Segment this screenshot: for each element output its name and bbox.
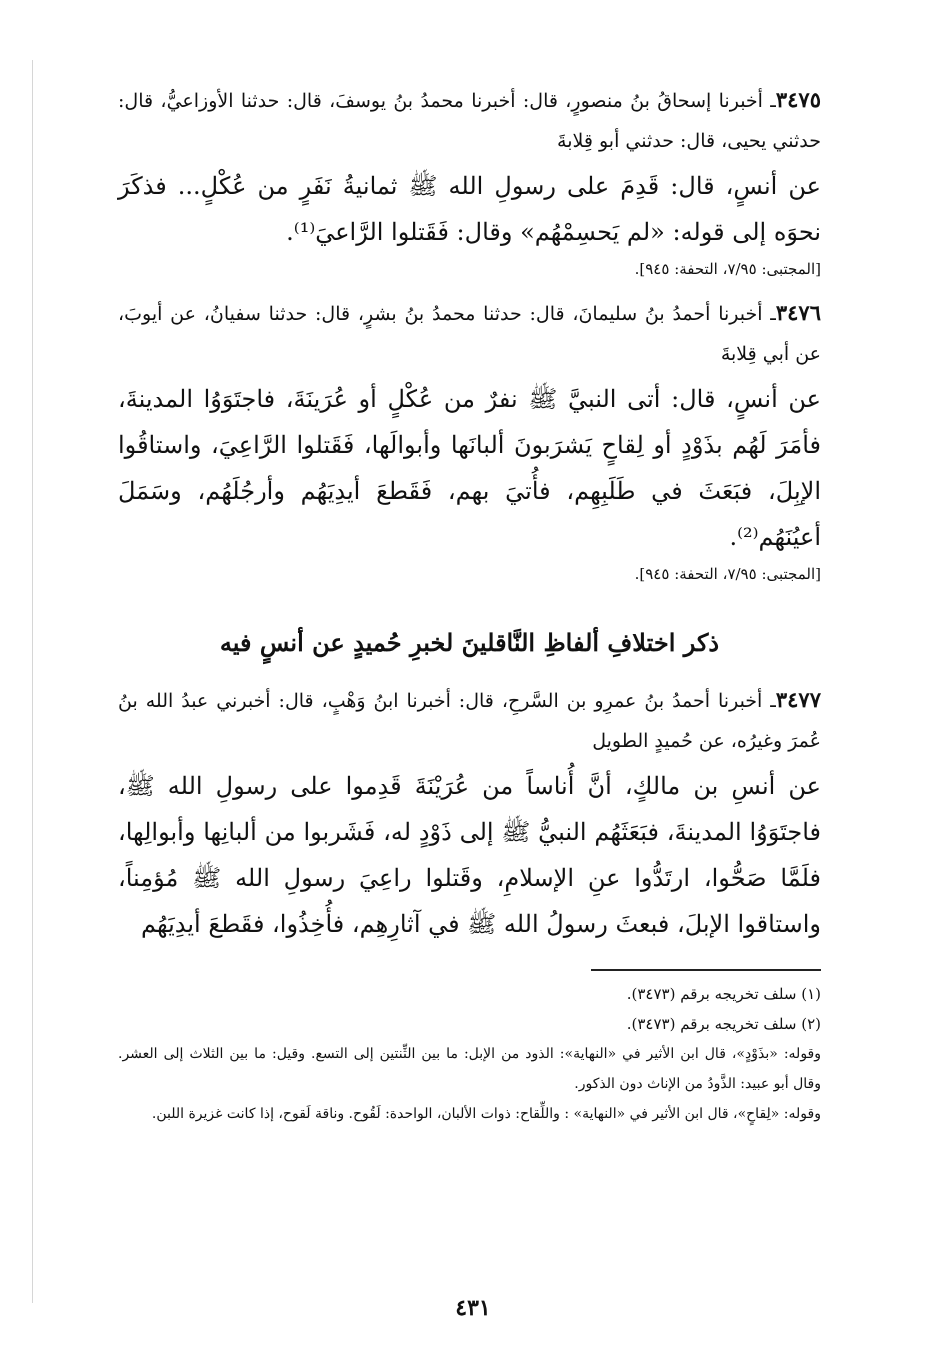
hadith-3476-isnad-para bbox=[118, 293, 821, 374]
hadith-3477-isnad-para bbox=[118, 680, 821, 761]
page-edge-line bbox=[32, 60, 33, 1303]
page-number: ٤٣١ bbox=[455, 1295, 491, 1321]
hadith-3475-number: ٣٤٧٥ bbox=[775, 87, 821, 112]
hadith-3477-number: ٣٤٧٧ bbox=[775, 687, 821, 712]
footnote-2: (٢) سلف تخريجه برقم (٣٤٧٣). bbox=[626, 1015, 821, 1033]
footnote-1: (١) سلف تخريجه برقم (٣٤٧٣). bbox=[626, 985, 821, 1003]
hadith-3475-reference: [المجتبى: ٧/٩٥، التحفة: ٩٤٥]. bbox=[634, 260, 821, 278]
hadith-3475 bbox=[118, 80, 821, 283]
section-heading: ذكر اختلافِ ألفاظِ النَّاقلينَ لخبرِ حُميدٍ عن أنسٍ فيه bbox=[219, 628, 720, 657]
hadith-3476-reference: [المجتبى: ٧/٩٥، التحفة: ٩٤٥]. bbox=[634, 565, 821, 583]
hadith-3477 bbox=[118, 680, 821, 947]
hadith-3477-isnad: ـ أخبرنا أحمدُ بنُ عمرِو بن السَّرحِ، قال: أخبرنا ابنُ وَهْبٍ، قال: أخبرني عبدُ الله بنُ عُمرَ وغيرُه، عن حُميدٍ الطويل bbox=[118, 690, 821, 752]
footnote-note-dhawd: وقوله: «بذَوْدٍ»، قال ابن الأثير في «النهاية»: الذود من الإبل: ما بين الثِّنتين إلى التسع. وقيل: ما بين الثلاث إلى العشر. وقال أبو عبيد: الذَّودُ من الإناث دون الذكور. bbox=[118, 1046, 821, 1092]
hadith-3475-isnad-para bbox=[118, 80, 821, 161]
footnote-note-liqah: وقوله: «لِقاحٍ»، قال ابن الأثير في «النهاية» : واللِّقاح: ذوات الألبان، الواحدة: لَقُوح. وناقة لَقوح، إذا كانت غزيرة اللبن. bbox=[151, 1106, 821, 1122]
hadith-3476-number: ٣٤٧٦ bbox=[775, 300, 821, 325]
hadith-3476-matn: عن أنسٍ، قال: أتى النبيَّ ﷺ نفرٌ من عُكْلٍ أو عُرَينَةَ، فاجتَوَوُا المدينةَ، فأمَرَ لَهُم بذَوْدٍ أو لِقاحٍ يَشرَبونَ ألبانَها وأبوالَها، فَقَتلوا الرَّاعِيَ، واستاقُوا الإبِلَ، فبَعَثَ في طَلَبِهِم، فأُتيَ بهم، فَقَطعَ أيدِيَهُم وأرجُلَهُم، وسَمَلَ أعيُنَهُم⁽²⁾. bbox=[118, 385, 821, 551]
hadith-3476 bbox=[118, 293, 821, 588]
hadith-3476-isnad: ـ أخبرنا أحمدُ بنُ سليمانَ، قال: حدثنا محمدُ بنُ بشرٍ، قال: حدثنا سفيانُ، عن أيوبَ، عن أبي قِلابةَ bbox=[118, 303, 821, 365]
hadith-3477-matn: عن أنسِ بن مالكٍ، أنَّ أُناساً من عُرَيْنَةَ قَدِموا على رسولِ الله ﷺ، فاجتَوَوُا المدينةَ، فبَعَثَهُم النبيُّ ﷺ إلى ذَوْدٍ له، فَشَربوا من ألبانِها وأبوالِها، فلَمَّا صَحُّوا، ارتَدُّوا عنِ الإسلامِ، وقَتلوا راعِيَ رسولِ الله ﷺ مُؤمِناً، واستاقوا الإبلَ، فبعثَ رسولُ الله ﷺ في آثارِهِم، فأُخِذُوا، فقَطعَ أيدِيَهُم bbox=[118, 772, 821, 938]
hadith-3475-isnad: ـ أخبرنا إسحاقُ بنُ منصورٍ، قال: أخبرنا محمدُ بنُ يوسفَ، قال: حدثنا الأوزاعيُّ، قال: حدثني يحيى، قال: حدثني أبو قِلابةَ bbox=[118, 90, 821, 152]
hadith-3475-matn: عن أنسٍ، قال: قَدِمَ على رسولِ الله ﷺ ثمانيةُ نَفَرٍ من عُكْلٍ... فذكَرَ نحوَه إلى قوله: «لم يَحسِمْهُم» وقال: فَقَتلوا الرَّاعيَ⁽¹⁾. bbox=[118, 172, 821, 246]
footnote-separator bbox=[591, 969, 821, 971]
